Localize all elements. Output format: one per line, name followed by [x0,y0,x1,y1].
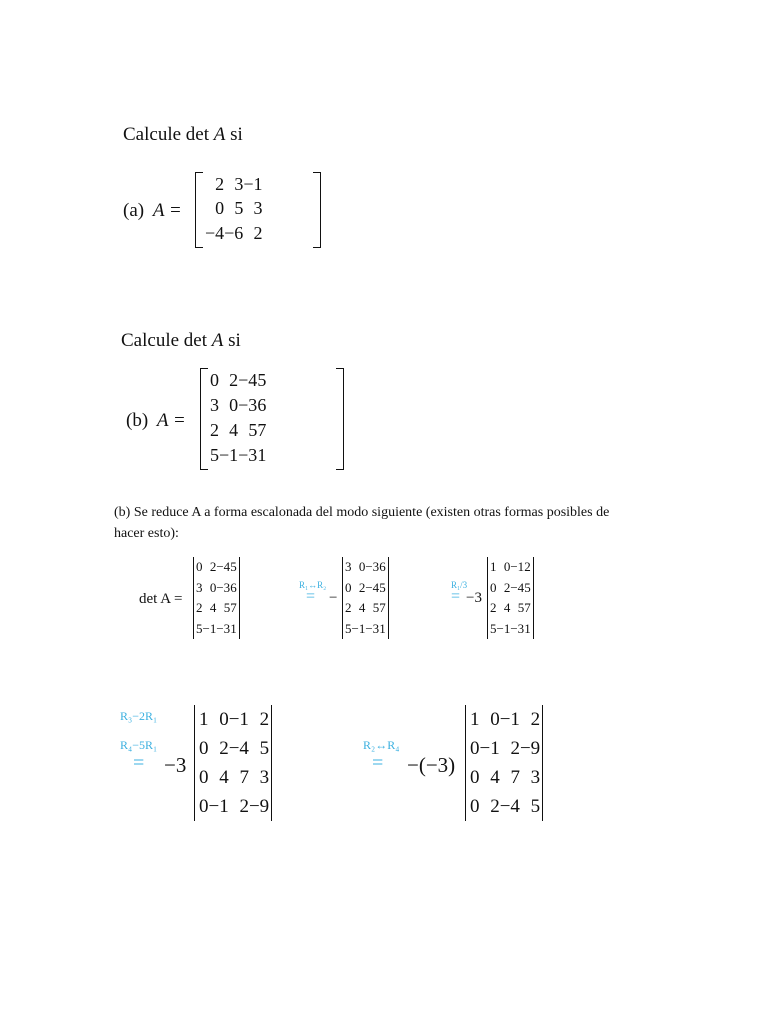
matrix-entry: −1 [208,795,229,817]
matrix-entry: 5 [530,795,541,817]
matrix-entry: −6 [224,222,244,243]
matrix-row [194,557,240,578]
matrix-entry: 5 [517,600,525,616]
solution-paragraph-line2: hacer esto): [114,526,179,541]
bracket-b-left [200,368,208,470]
matrix-entry: 1 [199,708,209,730]
matrix-entry: 4 [503,600,511,616]
matrix-entry: −1 [243,173,263,194]
solution-paragraph [114,502,654,544]
label-b-text: (b) [126,410,149,431]
op-step1: R₁↔R₂ [299,580,327,590]
matrix-entry: 0 [196,559,203,575]
matrix-row [488,619,534,640]
matrix-entry: −1 [228,708,249,730]
matrix-row [343,557,389,578]
matrix-a-table [205,172,266,246]
matrix-entry: −1 [202,620,217,636]
matrix-entry: 3 [234,173,244,194]
matrix-entry: 0 [229,395,239,415]
heading-a-suffix: si [225,124,243,145]
matrix-entry: 5 [196,620,203,636]
matrix-row [210,418,270,443]
matrix-entry: 0 [358,559,366,575]
matrix-entry: 0 [199,766,209,788]
matrix-entry: 0 [470,795,480,817]
matrix-entry: 5 [259,737,270,759]
matrix-row [488,578,534,599]
op-step3-line2: R₄−5R₁ [120,738,158,752]
matrix-row [488,557,534,578]
matrix-b-table [210,368,270,468]
matrix-entry: −1 [479,737,500,759]
coef-step3: −3 [164,753,187,777]
label-a-text: (a) [123,200,145,221]
matrix-row [466,792,543,821]
matrix-entry: 5 [490,620,497,636]
matrix-row [210,368,270,393]
matrix-entry: −3 [510,620,525,636]
label-a-lhs: A = [152,200,182,221]
matrix-row [488,598,534,619]
matrix-entry: 3 [253,198,263,219]
matrix-entry: −1 [499,708,520,730]
matrix-row [195,705,272,734]
eq-step1: = [306,588,316,605]
matrix-entry: 1 [257,445,267,465]
matrix-entry: 1 [470,708,480,730]
matrix-entry: 6 [230,579,237,595]
matrix-entry: 2 [358,579,366,595]
matrix-entry: 4 [219,766,229,788]
matrix-entry: −9 [519,737,541,759]
matrix-entry: 1 [379,620,386,636]
matrix-row [194,578,240,599]
matrix-entry: −4 [238,370,258,390]
matrix-entry: 2 [503,579,511,595]
matrix-entry: 2 [196,600,203,616]
matrix-entry: 1 [230,620,237,636]
matrix-entry: 2 [209,559,217,575]
matrix-row [194,619,240,640]
matrix-entry: 5 [372,600,380,616]
matrix-entry: 0 [470,766,480,788]
matrix-entry: 1 [490,559,497,575]
label-a [123,200,182,222]
matrix-entry: 4 [209,600,217,616]
matrix-entry: 5 [524,579,531,595]
coef-step2: −3 [466,590,482,606]
matrix-entry: −4 [510,579,525,595]
matrix-entry: 2 [345,600,352,616]
matrix-entry: 0 [470,737,480,759]
matrix-entry: 2 [510,737,520,759]
matrix-entry: −3 [216,579,231,595]
det-original-table [193,557,240,639]
heading-a-text: Calcule det [123,124,214,145]
bracket-b-right [336,368,344,470]
matrix-entry: −4 [499,795,520,817]
eq-step4: = [372,752,384,774]
matrix-entry: 2 [490,795,500,817]
matrix-entry: 0 [199,795,209,817]
matrix-entry: −4 [205,222,225,243]
heading-a [123,124,243,146]
det-step3-table [194,705,272,821]
matrix-entry: 2 [229,370,239,390]
matrix-entry: 2 [524,559,531,575]
matrix-entry: 5 [223,600,231,616]
heading-b-text: Calcule det [121,330,212,351]
matrix-entry: 2 [219,737,229,759]
matrix-row [343,619,389,640]
matrix-entry: −1 [351,620,366,636]
matrix-row [205,221,266,246]
matrix-entry: 2 [210,420,219,440]
matrix-row [466,705,543,734]
matrix-entry: 5 [345,620,352,636]
op-step3-line1: R₃−2R₁ [120,709,158,723]
matrix-entry: −4 [365,579,380,595]
bracket-a-left [195,172,203,248]
matrix-entry: 0 [490,579,497,595]
matrix-entry: 2 [530,708,541,730]
matrix-entry: 0 [490,708,500,730]
matrix-entry: 7 [257,420,267,440]
matrix-entry: −3 [216,620,231,636]
matrix-entry: 7 [510,766,520,788]
matrix-entry: −3 [365,559,380,575]
bracket-a-right [313,172,321,248]
matrix-entry: 6 [379,559,386,575]
matrix-entry: 0 [503,559,511,575]
matrix-entry: 7 [230,600,237,616]
matrix-row [466,763,543,792]
heading-a-var: A [213,124,226,145]
matrix-entry: 0 [345,579,352,595]
matrix-entry: −1 [510,559,525,575]
matrix-entry: 3 [196,579,203,595]
matrix-entry: 7 [239,766,249,788]
op-step2: R₁/3 [451,580,468,590]
matrix-entry: 5 [230,559,237,575]
heading-b [121,330,241,352]
matrix-entry: −9 [248,795,270,817]
matrix-entry: 3 [259,766,270,788]
eq-step3: = [133,752,145,774]
matrix-entry: −1 [219,445,239,465]
eq-step2: = [451,588,461,605]
matrix-entry: 5 [248,420,258,440]
matrix-row [343,598,389,619]
matrix-row [205,172,266,197]
matrix-entry: 4 [229,420,239,440]
matrix-row [195,763,272,792]
matrix-entry: 0 [209,579,217,595]
matrix-entry: 5 [379,579,386,595]
matrix-entry: 0 [210,370,219,390]
matrix-row [210,443,270,468]
det-step4-table [465,705,543,821]
matrix-entry: 2 [239,795,249,817]
matrix-entry: 2 [253,222,263,243]
coef-step4: −(−3) [407,753,456,777]
matrix-entry: 0 [219,708,229,730]
matrix-entry: 6 [257,395,267,415]
matrix-entry: 3 [530,766,541,788]
heading-b-var: A [211,330,224,351]
matrix-entry: 5 [210,445,219,465]
matrix-entry: 2 [259,708,270,730]
matrix-entry: 3 [345,559,352,575]
matrix-entry: 4 [358,600,366,616]
matrix-entry: 3 [210,395,219,415]
heading-b-suffix: si [223,330,241,351]
matrix-row [466,734,543,763]
matrix-entry: −3 [238,395,258,415]
matrix-entry: 5 [234,198,244,219]
det-step1-table [342,557,389,639]
label-b-lhs: A = [156,410,186,431]
label-b [126,410,186,432]
matrix-row [194,598,240,619]
matrix-row [195,734,272,763]
matrix-entry: 7 [524,600,531,616]
matrix-entry: 2 [215,173,225,194]
matrix-entry: 1 [524,620,531,636]
det-step2-table [487,557,534,639]
matrix-entry: 0 [199,737,209,759]
matrix-row [195,792,272,821]
matrix-entry: −3 [365,620,380,636]
matrix-entry: 5 [257,370,267,390]
solution-paragraph-line1: (b) Se reduce A a forma escalonada del modo siguiente (existen otras formas posibles de [114,505,610,520]
matrix-row [205,197,266,222]
matrix-entry: −4 [216,559,231,575]
matrix-entry: 0 [215,198,225,219]
matrix-row [343,578,389,599]
matrix-entry: −1 [496,620,511,636]
det-label: det A = [139,591,183,607]
matrix-entry: 4 [490,766,500,788]
matrix-entry: 7 [379,600,386,616]
matrix-row [210,393,270,418]
matrix-entry: −3 [238,445,258,465]
op-step4: R₂↔R₄ [363,738,400,752]
matrix-entry: −4 [228,737,249,759]
coef-step1: − [329,590,338,606]
matrix-entry: 2 [490,600,497,616]
